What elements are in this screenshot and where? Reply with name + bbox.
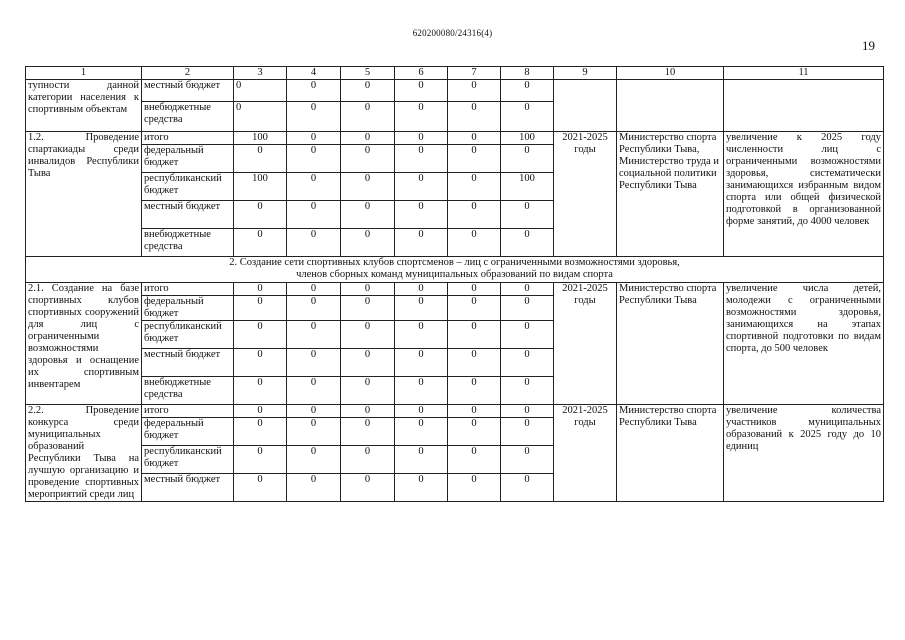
value-cell: 0: [395, 80, 448, 102]
result-cell: увеличение к 2025 году численности лиц с ограниченными возможностями здоровья, систематически занимающихся избранным видом спорта или общей физической подготовкой в организованной форме занятий, до 4000 человек: [724, 132, 884, 257]
value-cell: 0: [448, 377, 501, 405]
value-cell: 0: [448, 102, 501, 132]
value-cell: 0: [287, 229, 341, 257]
value-cell: 0: [234, 283, 287, 296]
value-cell: 0: [287, 173, 341, 201]
value-cell: 0: [395, 405, 448, 418]
funding-source: республиканский бюджет: [142, 321, 234, 349]
value-cell: 0: [501, 418, 554, 446]
value-cell: 0: [395, 173, 448, 201]
value-cell: 0: [395, 446, 448, 474]
value-cell: 0: [341, 321, 395, 349]
table-row: [26, 405, 884, 418]
value-cell: 0: [234, 405, 287, 418]
responsible-cell: Министерство спорта Республики Тыва, Министерство труда и социальной политики Республики Тыва: [617, 132, 724, 257]
funding-source: федеральный бюджет: [142, 296, 234, 321]
value-cell: 0: [448, 283, 501, 296]
value-cell: 0: [395, 474, 448, 502]
value-cell: 0: [341, 405, 395, 418]
value-cell: 0: [501, 80, 554, 102]
value-cell: 0: [395, 321, 448, 349]
column-header: 7: [448, 67, 501, 80]
value-cell: 0: [287, 446, 341, 474]
value-cell: 0: [501, 296, 554, 321]
column-header: 11: [724, 67, 884, 80]
funding-source: республиканский бюджет: [142, 173, 234, 201]
column-header: 10: [617, 67, 724, 80]
value-cell: 0: [448, 446, 501, 474]
years-cell: 2021-2025 годы: [554, 132, 617, 257]
value-cell: 0: [395, 102, 448, 132]
funding-source: внебюджетные средства: [142, 377, 234, 405]
responsible-cell: Министерство спорта Республики Тыва: [617, 405, 724, 502]
value-cell: 0: [287, 80, 341, 102]
value-cell: 0: [341, 349, 395, 377]
page-number: 19: [862, 38, 875, 53]
value-cell: 0: [234, 418, 287, 446]
value-cell: 0: [501, 446, 554, 474]
value-cell: 0: [287, 474, 341, 502]
value-cell: 0: [234, 349, 287, 377]
value-cell: 100: [234, 173, 287, 201]
value-cell: 0: [448, 296, 501, 321]
value-cell: 0: [395, 201, 448, 229]
funding-source: республиканский бюджет: [142, 446, 234, 474]
value-cell: 0: [395, 229, 448, 257]
value-cell: 0: [448, 321, 501, 349]
value-cell: 0: [501, 201, 554, 229]
funding-source: местный бюджет: [142, 80, 234, 102]
value-cell: 0: [341, 296, 395, 321]
value-cell: 100: [501, 132, 554, 145]
value-cell: 0: [287, 296, 341, 321]
table-row: [26, 283, 884, 296]
value-cell: 0: [501, 283, 554, 296]
value-cell: 0: [395, 377, 448, 405]
funding-source: внебюджетные средства: [142, 229, 234, 257]
column-header: 2: [142, 67, 234, 80]
value-cell: 0: [448, 201, 501, 229]
value-cell: 0: [234, 446, 287, 474]
value-cell: 0: [341, 201, 395, 229]
value-cell: 0: [501, 321, 554, 349]
document-id: 620200080/24316(4): [412, 28, 493, 38]
funding-source: местный бюджет: [142, 474, 234, 502]
value-cell: 0: [234, 229, 287, 257]
value-cell: 0: [234, 102, 287, 132]
value-cell: 0: [501, 474, 554, 502]
value-cell: 0: [501, 405, 554, 418]
value-cell: 0: [501, 145, 554, 173]
column-header: 6: [395, 67, 448, 80]
funding-source: местный бюджет: [142, 349, 234, 377]
value-cell: 0: [448, 405, 501, 418]
value-cell: 0: [501, 349, 554, 377]
value-cell: 0: [395, 132, 448, 145]
value-cell: 0: [341, 102, 395, 132]
value-cell: 0: [341, 446, 395, 474]
result-cell: [724, 80, 884, 132]
value-cell: 0: [287, 201, 341, 229]
funding-source: местный бюджет: [142, 201, 234, 229]
years-cell: 2021-2025 годы: [554, 283, 617, 405]
value-cell: 0: [341, 474, 395, 502]
value-cell: 0: [287, 377, 341, 405]
value-cell: 0: [287, 145, 341, 173]
funding-source: федеральный бюджет: [142, 145, 234, 173]
column-header: 3: [234, 67, 287, 80]
value-cell: 0: [341, 377, 395, 405]
funding-source: итого: [142, 132, 234, 145]
value-cell: 0: [395, 418, 448, 446]
funding-source: итого: [142, 283, 234, 296]
value-cell: 0: [234, 321, 287, 349]
value-cell: 0: [287, 132, 341, 145]
years-cell: 2021-2025 годы: [554, 405, 617, 502]
value-cell: 0: [448, 474, 501, 502]
value-cell: 0: [501, 102, 554, 132]
value-cell: 0: [341, 283, 395, 296]
program-table: [25, 66, 884, 502]
value-cell: 0: [287, 102, 341, 132]
header-row: [26, 67, 884, 80]
value-cell: 0: [287, 349, 341, 377]
responsible-cell: [617, 80, 724, 132]
value-cell: 0: [395, 296, 448, 321]
value-cell: 0: [341, 229, 395, 257]
column-header: 5: [341, 67, 395, 80]
value-cell: 0: [287, 283, 341, 296]
section-line: 2. Создание сети спортивных клубов спортсменов – лиц с ограниченными возможностями здоровья,: [229, 257, 680, 268]
value-cell: 0: [341, 132, 395, 145]
value-cell: 0: [341, 418, 395, 446]
section-row: [26, 257, 884, 283]
funding-source: внебюджетные средства: [142, 102, 234, 132]
activity-cell: 2.1. Создание на базе спортивных клубов спортивных сооружений для лиц с ограниченными возможностями здоровья и оснащение их спортивным инвентарем: [26, 283, 142, 405]
section-heading: [26, 257, 884, 283]
years-cell: [554, 80, 617, 132]
value-cell: 0: [341, 173, 395, 201]
value-cell: 0: [234, 145, 287, 173]
table-row: [26, 132, 884, 145]
value-cell: 0: [448, 132, 501, 145]
activity-cell: 1.2. Проведение спартакиады среди инвалидов Республики Тыва: [26, 132, 142, 257]
result-cell: увеличение количества участников муниципальных образований к 2025 году до 10 единиц: [724, 405, 884, 502]
responsible-cell: Министерство спорта Республики Тыва: [617, 283, 724, 405]
table-body: [26, 67, 884, 502]
section-line: членов сборных команд муниципальных образований по видам спорта: [296, 269, 613, 280]
value-cell: 0: [448, 349, 501, 377]
value-cell: 0: [395, 349, 448, 377]
value-cell: 0: [234, 201, 287, 229]
column-header: 4: [287, 67, 341, 80]
value-cell: 0: [395, 283, 448, 296]
value-cell: 0: [234, 474, 287, 502]
value-cell: 0: [234, 296, 287, 321]
funding-source: итого: [142, 405, 234, 418]
value-cell: 0: [341, 145, 395, 173]
table-row: [26, 80, 884, 102]
value-cell: 0: [341, 80, 395, 102]
value-cell: 0: [395, 145, 448, 173]
value-cell: 0: [287, 405, 341, 418]
result-cell: увеличение числа детей, молодежи с ограниченными возможностями здоровья, занимающихся на этапах спортивной подготовки по видам спорта, до 500 человек: [724, 283, 884, 405]
column-header: 9: [554, 67, 617, 80]
value-cell: 0: [501, 377, 554, 405]
value-cell: 0: [448, 418, 501, 446]
value-cell: 0: [287, 321, 341, 349]
value-cell: 0: [448, 145, 501, 173]
value-cell: 0: [234, 377, 287, 405]
activity-cell: 2.2. Проведение конкурса среди муниципальных образований Республики Тыва на лучшую организацию и проведение спортивных мероприятий среди лиц: [26, 405, 142, 502]
column-header: 1: [26, 67, 142, 80]
value-cell: 0: [501, 229, 554, 257]
value-cell: 0: [234, 80, 287, 102]
value-cell: 0: [448, 80, 501, 102]
value-cell: 100: [234, 132, 287, 145]
value-cell: 100: [501, 173, 554, 201]
activity-cell: тупности данной категории населения к спортивным объектам: [26, 80, 142, 132]
value-cell: 0: [448, 229, 501, 257]
funding-source: федеральный бюджет: [142, 418, 234, 446]
value-cell: 0: [287, 418, 341, 446]
column-header: 8: [501, 67, 554, 80]
value-cell: 0: [448, 173, 501, 201]
